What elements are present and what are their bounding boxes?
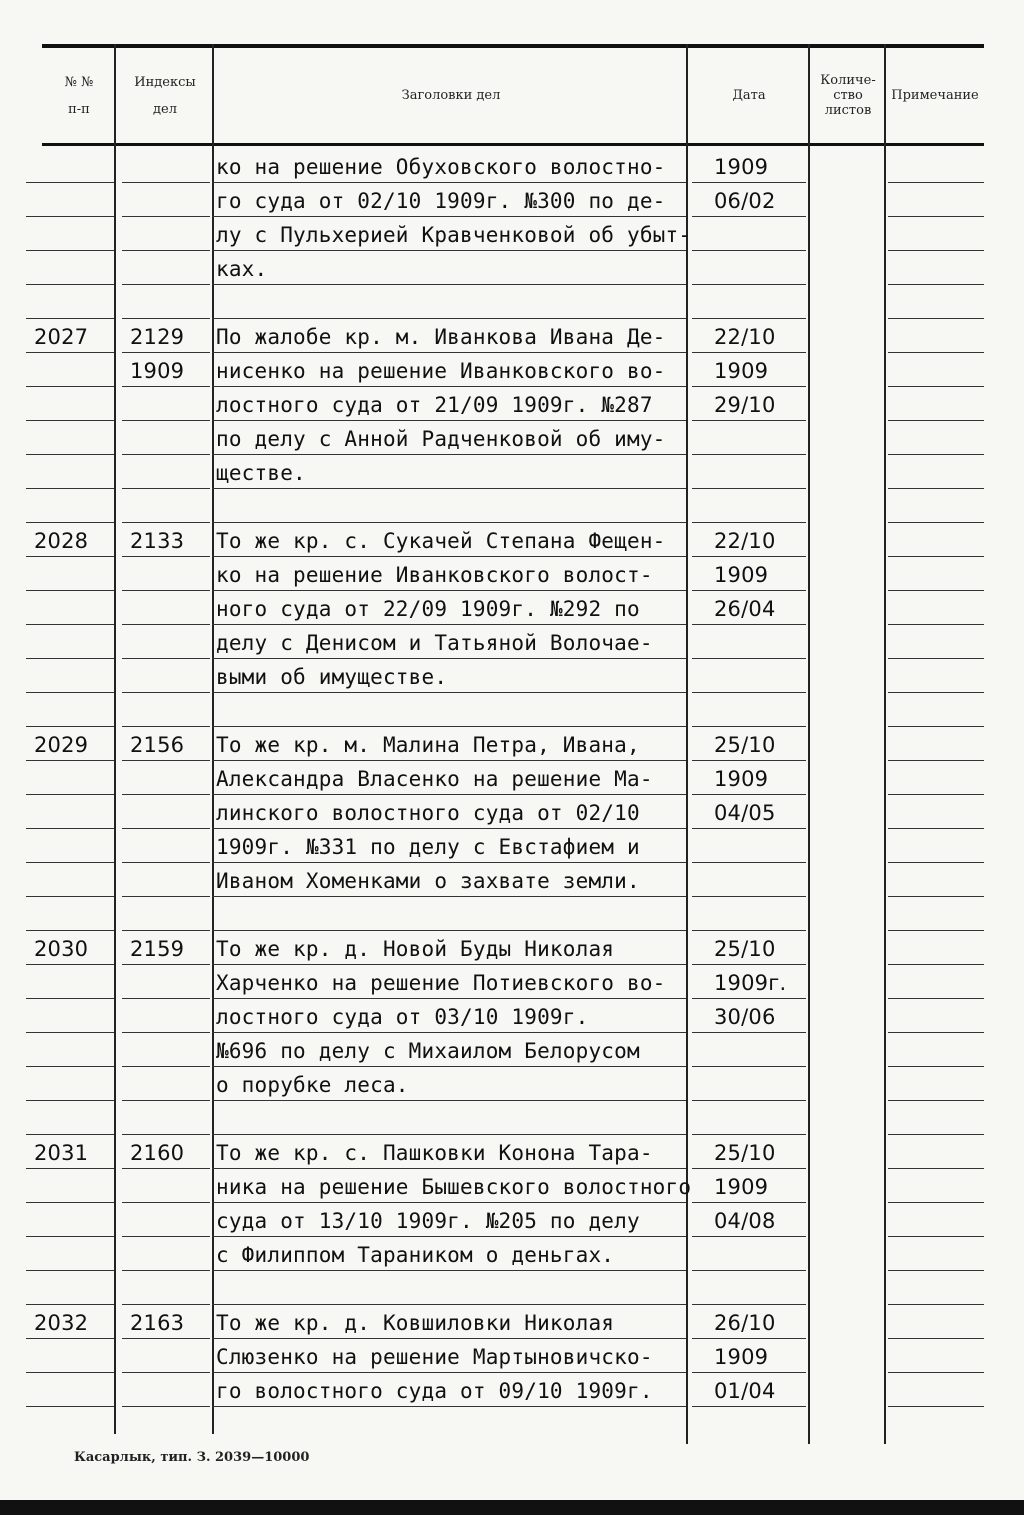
ruled-line	[212, 896, 686, 897]
ruled-line	[212, 556, 686, 557]
ruled-line	[212, 420, 686, 421]
entry-title-line: То же кр. с. Сукачей Степана Фещен-	[216, 529, 666, 553]
ruled-line	[122, 1372, 210, 1373]
ruled-line	[212, 250, 686, 251]
entry-date: 26/10	[714, 1311, 776, 1335]
entry-date: 1909	[714, 1345, 769, 1369]
entry-number: 2027	[34, 325, 89, 349]
entry-index: 2159	[130, 937, 185, 961]
ruled-line	[212, 1202, 686, 1203]
ruled-line	[888, 1372, 984, 1373]
ruled-line	[26, 1202, 114, 1203]
ruled-line	[212, 998, 686, 999]
ruled-line	[692, 1032, 806, 1033]
ruled-line	[212, 1134, 686, 1135]
entry-date: 30/06	[714, 1005, 776, 1029]
ruled-line	[122, 284, 210, 285]
ruled-line	[888, 964, 984, 965]
ruled-line	[212, 352, 686, 353]
ruled-line	[888, 726, 984, 727]
entry-date: 1909г.	[714, 971, 787, 995]
ruled-line	[212, 794, 686, 795]
ruled-line	[888, 1406, 984, 1407]
header-count-line1: Количе-	[820, 73, 876, 88]
ruled-line	[26, 692, 114, 693]
entry-date: 22/10	[714, 325, 776, 349]
ruled-line	[212, 488, 686, 489]
ruled-line	[692, 1406, 806, 1407]
ruled-line	[212, 1270, 686, 1271]
ruled-line	[692, 1236, 806, 1237]
ruled-line	[212, 284, 686, 285]
ruled-line	[212, 590, 686, 591]
ruled-line	[888, 1202, 984, 1203]
ruled-line	[122, 1270, 210, 1271]
ruled-line	[692, 420, 806, 421]
ruled-line	[692, 250, 806, 251]
entry-title-line: с Филиппом Тараником о деньгах.	[216, 1243, 615, 1267]
entry-title-line: №696 по делу с Михаилом Белорусом	[216, 1039, 640, 1063]
ruled-line	[122, 930, 210, 931]
entry-index: 2160	[130, 1141, 185, 1165]
ruled-line	[692, 1168, 806, 1169]
ruled-line	[888, 1066, 984, 1067]
ruled-line	[888, 1032, 984, 1033]
column-divider	[808, 44, 810, 1444]
ruled-line	[692, 1304, 806, 1305]
ruled-line	[692, 386, 806, 387]
entry-title-line: ко на решение Иванковского волост-	[216, 563, 653, 587]
ruled-line	[212, 1168, 686, 1169]
entry-title-line: Слюзенко на решение Мартыновичско-	[216, 1345, 653, 1369]
ruled-line	[122, 420, 210, 421]
ruled-line	[888, 760, 984, 761]
ruled-line	[122, 760, 210, 761]
header-bottom-rule	[42, 143, 984, 146]
ruled-line	[122, 658, 210, 659]
ruled-line	[888, 488, 984, 489]
entry-title-line: То же кр. м. Малина Петра, Ивана,	[216, 733, 640, 757]
ruled-line	[26, 318, 114, 319]
ruled-line	[692, 794, 806, 795]
ruled-line	[26, 760, 114, 761]
ruled-line	[26, 1304, 114, 1305]
ruled-line	[888, 454, 984, 455]
ruled-line	[26, 828, 114, 829]
ruled-line	[26, 250, 114, 251]
ruled-line	[122, 692, 210, 693]
ruled-line	[26, 420, 114, 421]
ruled-line	[888, 1270, 984, 1271]
ruled-line	[122, 1168, 210, 1169]
entry-date: 1909	[714, 155, 769, 179]
header-number-line1: № №	[64, 74, 94, 90]
ruled-line	[26, 590, 114, 591]
ruled-line	[212, 1406, 686, 1407]
ruled-line	[692, 590, 806, 591]
entry-date: 1909	[714, 563, 769, 587]
entry-date: 25/10	[714, 1141, 776, 1165]
entry-title-line: нисенко на решение Иванковского во-	[216, 359, 666, 383]
entry-title-line: ках.	[216, 257, 268, 281]
entry-index: 2163	[130, 1311, 185, 1335]
entry-title-line: ного суда от 22/09 1909г. №292 по	[216, 597, 640, 621]
ruled-line	[888, 352, 984, 353]
header-count-line3: листов	[824, 103, 872, 118]
ruled-line	[888, 1100, 984, 1101]
ruled-line	[888, 1338, 984, 1339]
ruled-line	[26, 352, 114, 353]
ruled-line	[212, 318, 686, 319]
ruled-line	[692, 624, 806, 625]
ruled-line	[26, 1168, 114, 1169]
entry-title-line: лостного суда от 21/09 1909г. №287	[216, 393, 653, 417]
column-divider	[212, 44, 214, 1434]
ruled-line	[212, 930, 686, 931]
entry-title-line: По жалобе кр. м. Иванкова Ивана Де-	[216, 325, 666, 349]
header-count-line2: ство	[833, 88, 863, 103]
entry-date: 22/10	[714, 529, 776, 553]
header-title	[214, 48, 688, 143]
ruled-line	[212, 1066, 686, 1067]
ruled-line	[122, 1236, 210, 1237]
ruled-line	[122, 590, 210, 591]
ruled-line	[212, 726, 686, 727]
ruled-line	[26, 1270, 114, 1271]
ruled-line	[26, 1066, 114, 1067]
ruled-line	[888, 386, 984, 387]
ruled-line	[692, 930, 806, 931]
ruled-line	[26, 1338, 114, 1339]
ruled-line	[692, 828, 806, 829]
entry-title-line: Александра Власенко на решение Ма-	[216, 767, 653, 791]
ruled-line	[888, 1168, 984, 1169]
header-date-label: Дата	[732, 88, 766, 103]
ruled-line	[692, 692, 806, 693]
entry-title-line: То же кр. с. Пашковки Конона Тара-	[216, 1141, 653, 1165]
ruled-line	[26, 216, 114, 217]
column-divider	[686, 44, 688, 1444]
ruled-line	[888, 420, 984, 421]
entry-title-line: 1909г. №331 по делу с Евстафием и	[216, 835, 640, 859]
ruled-line	[26, 794, 114, 795]
ruled-line	[122, 352, 210, 353]
ruled-line	[26, 624, 114, 625]
ruled-line	[212, 964, 686, 965]
entry-title-line: То же кр. д. Новой Буды Николая	[216, 937, 615, 961]
ruled-line	[122, 556, 210, 557]
ruled-line	[122, 318, 210, 319]
ruled-line	[122, 1066, 210, 1067]
ruled-line	[888, 692, 984, 693]
ruled-line	[122, 624, 210, 625]
ruled-line	[122, 454, 210, 455]
ruled-line	[122, 1338, 210, 1339]
ruled-line	[26, 1032, 114, 1033]
ruled-line	[26, 454, 114, 455]
ruled-line	[212, 828, 686, 829]
ruled-line	[888, 216, 984, 217]
ruled-line	[888, 862, 984, 863]
entry-title-line: ко на решение Обуховского волостно-	[216, 155, 666, 179]
ruled-line	[26, 998, 114, 999]
ruled-line	[26, 488, 114, 489]
ruled-line	[26, 556, 114, 557]
ruled-line	[888, 930, 984, 931]
ruled-line	[212, 760, 686, 761]
ruled-line	[692, 1100, 806, 1101]
header-note-label: Примечание	[891, 88, 979, 103]
ruled-line	[212, 386, 686, 387]
entry-date: 26/04	[714, 597, 776, 621]
column-divider	[114, 44, 116, 1434]
ruled-line	[888, 998, 984, 999]
ruled-line	[26, 1236, 114, 1237]
ruled-line	[888, 182, 984, 183]
entry-number: 2028	[34, 529, 89, 553]
ruled-line	[26, 182, 114, 183]
ruled-line	[692, 964, 806, 965]
ruled-line	[692, 1372, 806, 1373]
entry-title-line: ника на решение Бышевского волостного	[216, 1175, 692, 1199]
entry-index: 2133	[130, 529, 185, 553]
ruled-line	[122, 726, 210, 727]
ruled-line	[212, 454, 686, 455]
ruled-line	[122, 1304, 210, 1305]
ruled-line	[692, 352, 806, 353]
ruled-line	[122, 794, 210, 795]
ruled-line	[888, 828, 984, 829]
ruled-line	[888, 318, 984, 319]
entry-title-line: по делу с Анной Радченковой об иму-	[216, 427, 666, 451]
entry-date: 29/10	[714, 393, 776, 417]
ruled-line	[212, 522, 686, 523]
ruled-line	[212, 692, 686, 693]
ruled-line	[122, 896, 210, 897]
entry-title-line: Иваном Хоменками о захвате земли.	[216, 869, 640, 893]
ruled-line	[888, 522, 984, 523]
ruled-line	[212, 862, 686, 863]
ruled-line	[26, 522, 114, 523]
entry-date: 25/10	[714, 937, 776, 961]
ruled-line	[122, 386, 210, 387]
entry-date: 1909	[714, 767, 769, 791]
ruled-line	[692, 1202, 806, 1203]
entry-number: 2032	[34, 1311, 89, 1335]
entry-index: 1909	[130, 359, 185, 383]
ruled-line	[212, 216, 686, 217]
ruled-line	[212, 624, 686, 625]
ruled-line	[122, 998, 210, 999]
ruled-line	[26, 1134, 114, 1135]
ruled-line	[692, 216, 806, 217]
ruled-line	[888, 658, 984, 659]
entry-number: 2030	[34, 937, 89, 961]
entry-number: 2031	[34, 1141, 89, 1165]
ruled-line	[122, 1100, 210, 1101]
ruled-line	[122, 522, 210, 523]
ruled-line	[888, 250, 984, 251]
column-divider	[884, 44, 886, 1444]
ruled-line	[122, 216, 210, 217]
entry-date: 1909	[714, 359, 769, 383]
entry-date: 01/04	[714, 1379, 776, 1403]
ruled-line	[888, 556, 984, 557]
ruled-line	[212, 1100, 686, 1101]
ruled-line	[26, 284, 114, 285]
entry-title-line: Харченко на решение Потиевского во-	[216, 971, 666, 995]
entry-title-line: суда от 13/10 1909г. №205 по делу	[216, 1209, 640, 1233]
header-date	[688, 48, 810, 143]
header-title-label: Заголовки дел	[401, 88, 501, 103]
entry-date: 1909	[714, 1175, 769, 1199]
header-index-line1: Индексы	[134, 74, 196, 90]
ruled-line	[212, 1236, 686, 1237]
ruled-line	[122, 1202, 210, 1203]
ruled-line	[692, 1270, 806, 1271]
ruled-line	[692, 896, 806, 897]
ruled-line	[122, 1032, 210, 1033]
ruled-line	[692, 658, 806, 659]
ruled-line	[692, 1338, 806, 1339]
ruled-line	[122, 1406, 210, 1407]
entry-title-line: выми об имуществе.	[216, 665, 448, 689]
ruled-line	[888, 590, 984, 591]
ruled-line	[26, 862, 114, 863]
ruled-line	[888, 896, 984, 897]
ruled-line	[122, 488, 210, 489]
ruled-line	[212, 658, 686, 659]
ruled-line	[26, 930, 114, 931]
ruled-line	[26, 1406, 114, 1407]
entry-index: 2156	[130, 733, 185, 757]
ruled-line	[692, 318, 806, 319]
ruled-line	[122, 862, 210, 863]
entry-date: 04/05	[714, 801, 776, 825]
ruled-line	[888, 794, 984, 795]
entry-title-line: делу с Денисом и Татьяной Волочае-	[216, 631, 653, 655]
ruled-line	[212, 1032, 686, 1033]
header-note	[886, 48, 984, 143]
entry-title-line: го суда от 02/10 1909г. №300 по де-	[216, 189, 666, 213]
ruled-line	[26, 726, 114, 727]
entry-title-line: лу с Пульхерией Кравченковой об убыт-	[216, 223, 692, 247]
entry-date: 04/08	[714, 1209, 776, 1233]
header-number	[42, 48, 116, 143]
entry-title-line: го волостного суда от 09/10 1909г.	[216, 1379, 653, 1403]
ruled-line	[26, 964, 114, 965]
ruled-line	[122, 1134, 210, 1135]
ruled-line	[692, 760, 806, 761]
ruled-line	[692, 182, 806, 183]
ruled-line	[212, 1338, 686, 1339]
ruled-line	[212, 1304, 686, 1305]
entry-title-line: лостного суда от 03/10 1909г.	[216, 1005, 589, 1029]
ruled-line	[692, 454, 806, 455]
ruled-line	[212, 182, 686, 183]
ruled-line	[122, 182, 210, 183]
ruled-line	[122, 250, 210, 251]
entry-title-line: ществе.	[216, 461, 306, 485]
ruled-line	[26, 386, 114, 387]
header-sheet-count	[810, 48, 886, 143]
entry-title-line: линского волостного суда от 02/10	[216, 801, 640, 825]
ruled-line	[888, 1134, 984, 1135]
entry-date: 25/10	[714, 733, 776, 757]
ruled-line	[888, 1304, 984, 1305]
ruled-line	[122, 964, 210, 965]
ruled-line	[888, 284, 984, 285]
ruled-line	[692, 998, 806, 999]
header-index-line2: дел	[153, 101, 177, 117]
header-index	[116, 48, 214, 143]
ruled-line	[888, 1236, 984, 1237]
entry-index: 2129	[130, 325, 185, 349]
ruled-line	[122, 828, 210, 829]
entry-number: 2029	[34, 733, 89, 757]
ruled-line	[692, 726, 806, 727]
ruled-line	[692, 862, 806, 863]
entry-title-line: о порубке леса.	[216, 1073, 409, 1097]
ruled-line	[692, 488, 806, 489]
ruled-line	[692, 1066, 806, 1067]
header-number-line2: п-п	[68, 101, 90, 117]
ruled-line	[26, 658, 114, 659]
ruled-line	[692, 556, 806, 557]
ruled-line	[26, 1100, 114, 1101]
entry-date: 06/02	[714, 189, 776, 213]
ruled-line	[212, 1372, 686, 1373]
ruled-line	[888, 624, 984, 625]
scan-bottom-edge	[0, 1500, 1024, 1515]
ruled-line	[692, 522, 806, 523]
printer-imprint: Касарлык, тип. З. 2039—10000	[74, 1450, 310, 1465]
ruled-line	[692, 1134, 806, 1135]
ruled-line	[26, 896, 114, 897]
ruled-line	[26, 1372, 114, 1373]
ruled-line	[692, 284, 806, 285]
entry-title-line: То же кр. д. Ковшиловки Николая	[216, 1311, 615, 1335]
